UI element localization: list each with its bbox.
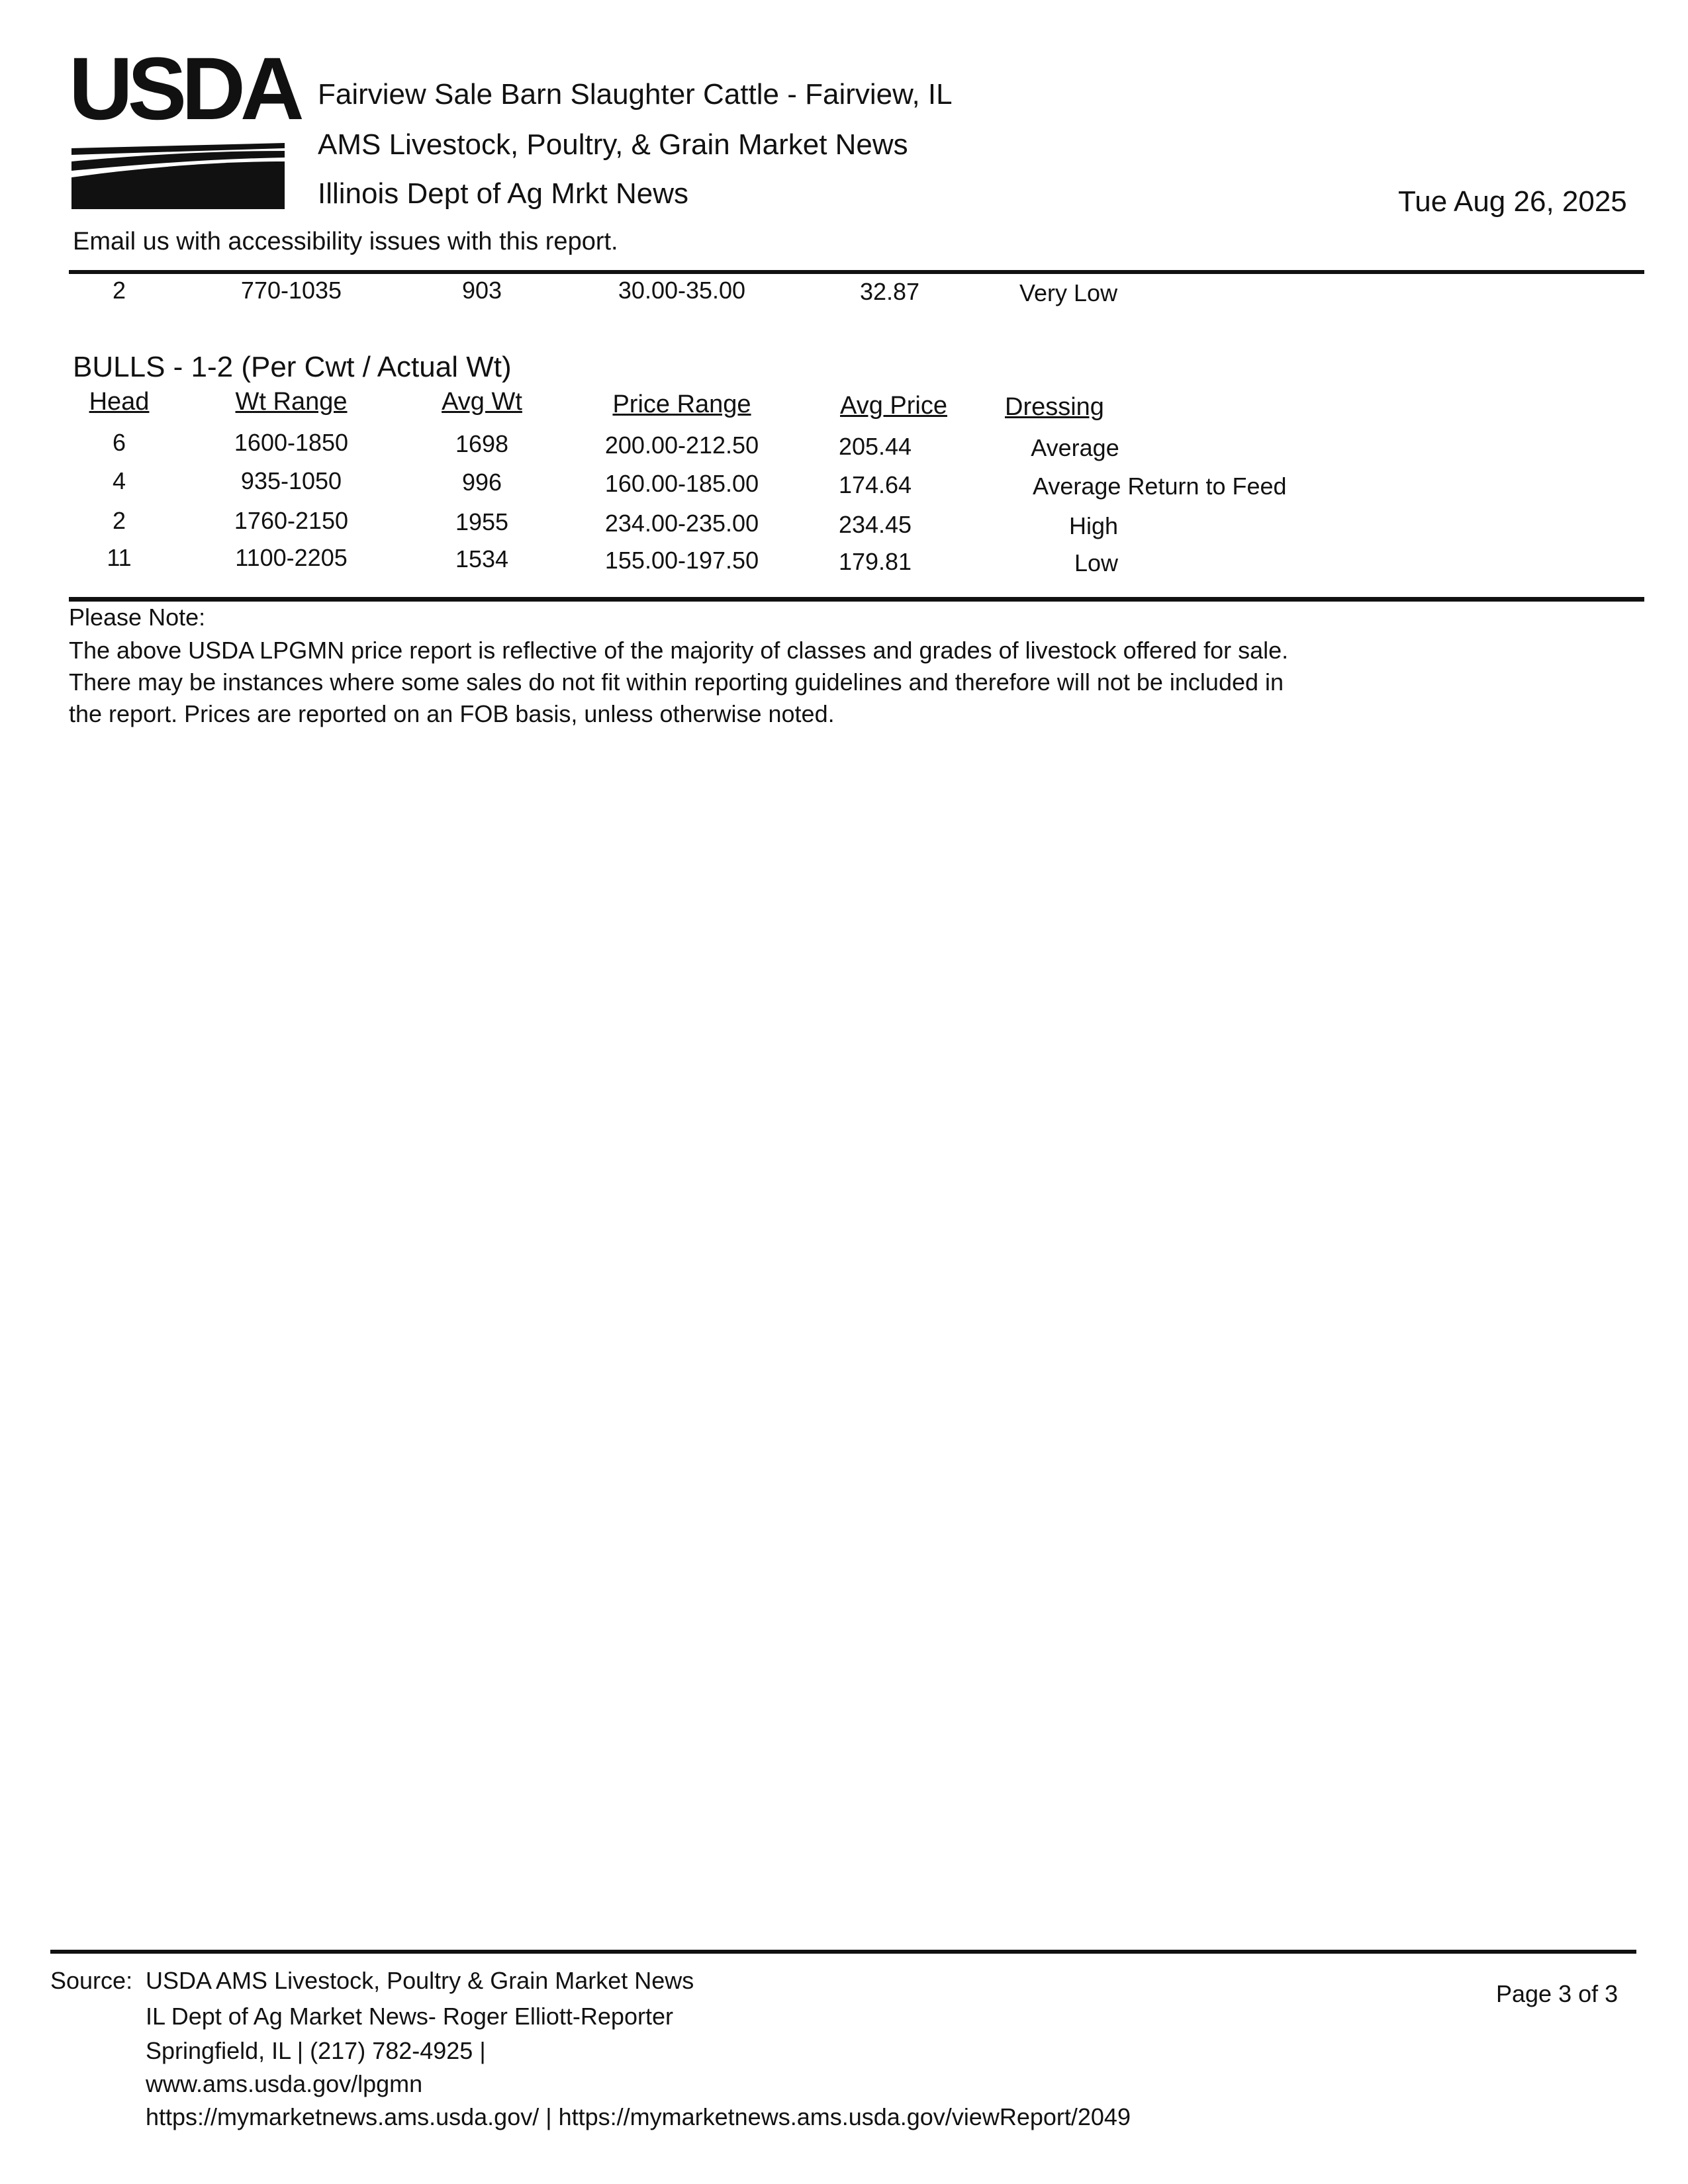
source-links-mymarketnews[interactable]: https://mymarketnews.ams.usda.gov/ | https://mymarketnews.ams.usda.gov/viewReport/2049 — [146, 2103, 1131, 2130]
cell-avg-price: 174.64 — [838, 471, 912, 498]
cell-price-range: 160.00-185.00 — [604, 470, 759, 497]
source-line-1: USDA AMS Livestock, Poultry & Grain Market News — [146, 1967, 694, 1994]
cell-price-range: 234.00-235.00 — [604, 510, 759, 537]
cell-avg-price: 32.87 — [859, 278, 920, 305]
cell-dressing: Low — [1074, 549, 1119, 576]
cell-price-range: 155.00-197.50 — [604, 547, 759, 574]
cell-head: 2 — [112, 277, 126, 304]
col-dressing: Dressing — [1005, 393, 1104, 421]
col-wt-range: Wt Range — [235, 388, 348, 416]
bulls-section-title: BULLS - 1-2 (Per Cwt / Actual Wt) — [73, 351, 512, 383]
cell-avg-wt: 1955 — [455, 508, 509, 535]
cell-wt-range: 1100-2205 — [235, 544, 348, 571]
accessibility-email-note[interactable]: Email us with accessibility issues with this report. — [73, 228, 618, 255]
cell-avg-wt: 1698 — [455, 430, 509, 457]
cell-dressing: Average — [1031, 434, 1119, 461]
col-price-range: Price Range — [612, 390, 751, 418]
cell-head: 11 — [107, 544, 132, 571]
table-bottom-rule — [69, 597, 1644, 602]
cell-wt-range: 770-1035 — [240, 277, 342, 304]
report-date: Tue Aug 26, 2025 — [1398, 185, 1627, 218]
footer-rule — [50, 1950, 1636, 1954]
cell-dressing: Very Low — [1019, 279, 1118, 306]
cell-avg-wt: 1534 — [455, 545, 509, 572]
usda-logo-field-icon — [69, 143, 289, 209]
cell-avg-price: 205.44 — [838, 433, 912, 460]
page-number: Page 3 of 3 — [1496, 1980, 1618, 2007]
cell-wt-range: 935-1050 — [240, 467, 342, 494]
usda-logo — [69, 40, 299, 208]
usda-logo-text: USDA — [69, 40, 299, 138]
cell-head: 6 — [112, 429, 126, 456]
col-avg-price: Avg Price — [840, 392, 947, 420]
header-rule — [69, 270, 1644, 274]
cell-head: 4 — [112, 467, 126, 494]
cell-head: 2 — [112, 507, 126, 534]
report-title: Fairview Sale Barn Slaughter Cattle - Fairview, IL — [318, 78, 953, 111]
cell-dressing: Average Return to Feed — [1033, 473, 1287, 500]
note-label: Please Note: — [69, 604, 206, 631]
cell-avg-wt: 996 — [461, 469, 502, 496]
cell-wt-range: 1760-2150 — [234, 507, 349, 534]
source-line-2: IL Dept of Ag Market News- Roger Elliott-Reporter — [146, 2003, 673, 2030]
agency-name: AMS Livestock, Poultry, & Grain Market News — [318, 128, 908, 161]
cell-price-range: 200.00-212.50 — [604, 432, 759, 459]
cell-dressing: High — [1068, 512, 1119, 539]
cell-avg-wt: 903 — [461, 277, 502, 304]
office-name: Illinois Dept of Ag Mrkt News — [318, 177, 688, 210]
note-line-3: the report. Prices are reported on an FOB basis, unless otherwise noted. — [69, 700, 835, 727]
note-line-2: There may be instances where some sales do not fit within reporting guidelines and therefore will not be included in — [69, 668, 1284, 696]
note-line-1: The above USDA LPGMN price report is reflective of the majority of classes and grades of livestock offered for sale. — [69, 637, 1289, 664]
cell-avg-price: 234.45 — [838, 511, 912, 538]
source-label: Source: — [50, 1967, 133, 1994]
col-avg-wt: Avg Wt — [442, 388, 522, 416]
col-head: Head — [89, 388, 150, 416]
cell-price-range: 30.00-35.00 — [618, 277, 746, 304]
cell-avg-price: 179.81 — [838, 548, 912, 575]
cell-wt-range: 1600-1850 — [234, 429, 349, 456]
source-link-lpgmn[interactable]: www.ams.usda.gov/lpgmn — [146, 2070, 423, 2097]
source-line-3: Springfield, IL | (217) 782-4925 | — [146, 2037, 486, 2064]
